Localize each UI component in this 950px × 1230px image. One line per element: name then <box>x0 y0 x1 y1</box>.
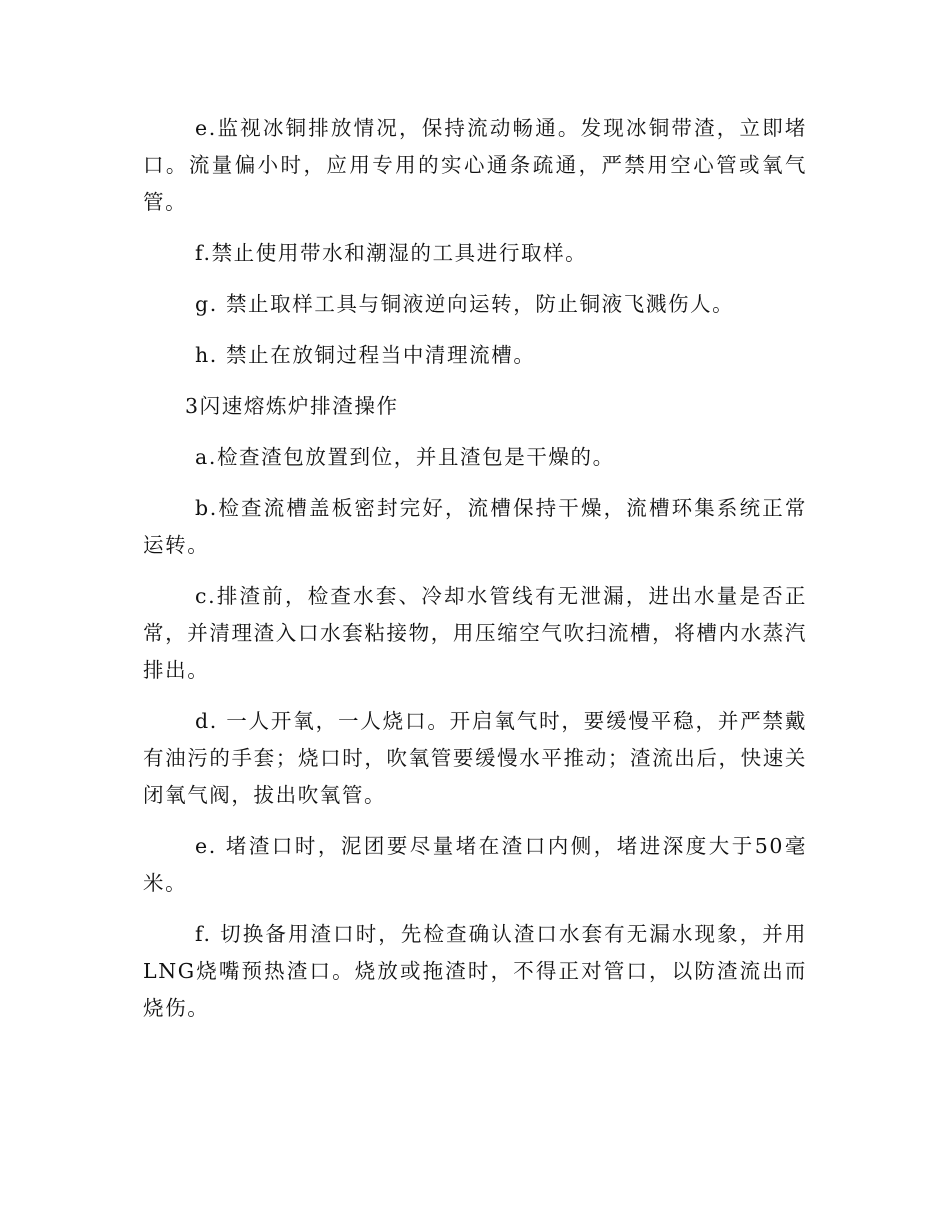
paragraph-a-slag-pot-check: a.检查渣包放置到位，并且渣包是干燥的。 <box>195 445 615 469</box>
paragraph-g-sampling-direction: g. 禁止取样工具与铜液逆向运转，防止铜液飞溅伤人。 <box>195 292 735 316</box>
paragraph-b-trough-cover-check: b.检查流槽盖板密封完好，流槽保持干燥，流槽环集系统正常运转。 <box>143 496 807 557</box>
paragraph-e-plugging-taphole: e. 堵渣口时，泥团要尽量堵在渣口内侧，堵进深度大于50毫米。 <box>143 834 807 895</box>
paragraph-c-pre-discharge-check: c.排渣前，检查水套、冷却水管线有无泄漏，进出水量是否正常，并清理渣入口水套粘接物，用压缩空气吹扫流槽，将槽内水蒸汽排出。 <box>143 584 807 682</box>
section-heading-slag-discharge: 3闪速熔炼炉排渣操作 <box>185 394 399 418</box>
paragraph-d-oxygen-lancing: d. 一人开氧，一人烧口。开启氧气时，要缓慢平稳，并严禁戴有油污的手套；烧口时，吹氧管要缓慢水平推动；渣流出后，快速关闭氧气阀，拔出吹氧管。 <box>143 709 807 807</box>
paragraph-e-copper-matte-monitoring: e.监视冰铜排放情况，保持流动畅通。发现冰铜带渣，立即堵口。流量偏小时，应用专用的实心通条疏通，严禁用空心管或氧气管。 <box>143 116 807 214</box>
document-body <box>143 110 807 1041</box>
paragraph-h-no-trough-cleaning: h. 禁止在放铜过程当中清理流槽。 <box>195 343 536 367</box>
paragraph-f-no-wet-tools: f.禁止使用带水和潮湿的工具进行取样。 <box>195 241 588 265</box>
paragraph-f-switching-taphole: f. 切换备用渣口时，先检查确认渣口水套有无漏水现象，并用LNG烧嘴预热渣口。烧放或拖渣时，不得正对管口，以防渣流出而烧伤。 <box>143 922 807 1020</box>
